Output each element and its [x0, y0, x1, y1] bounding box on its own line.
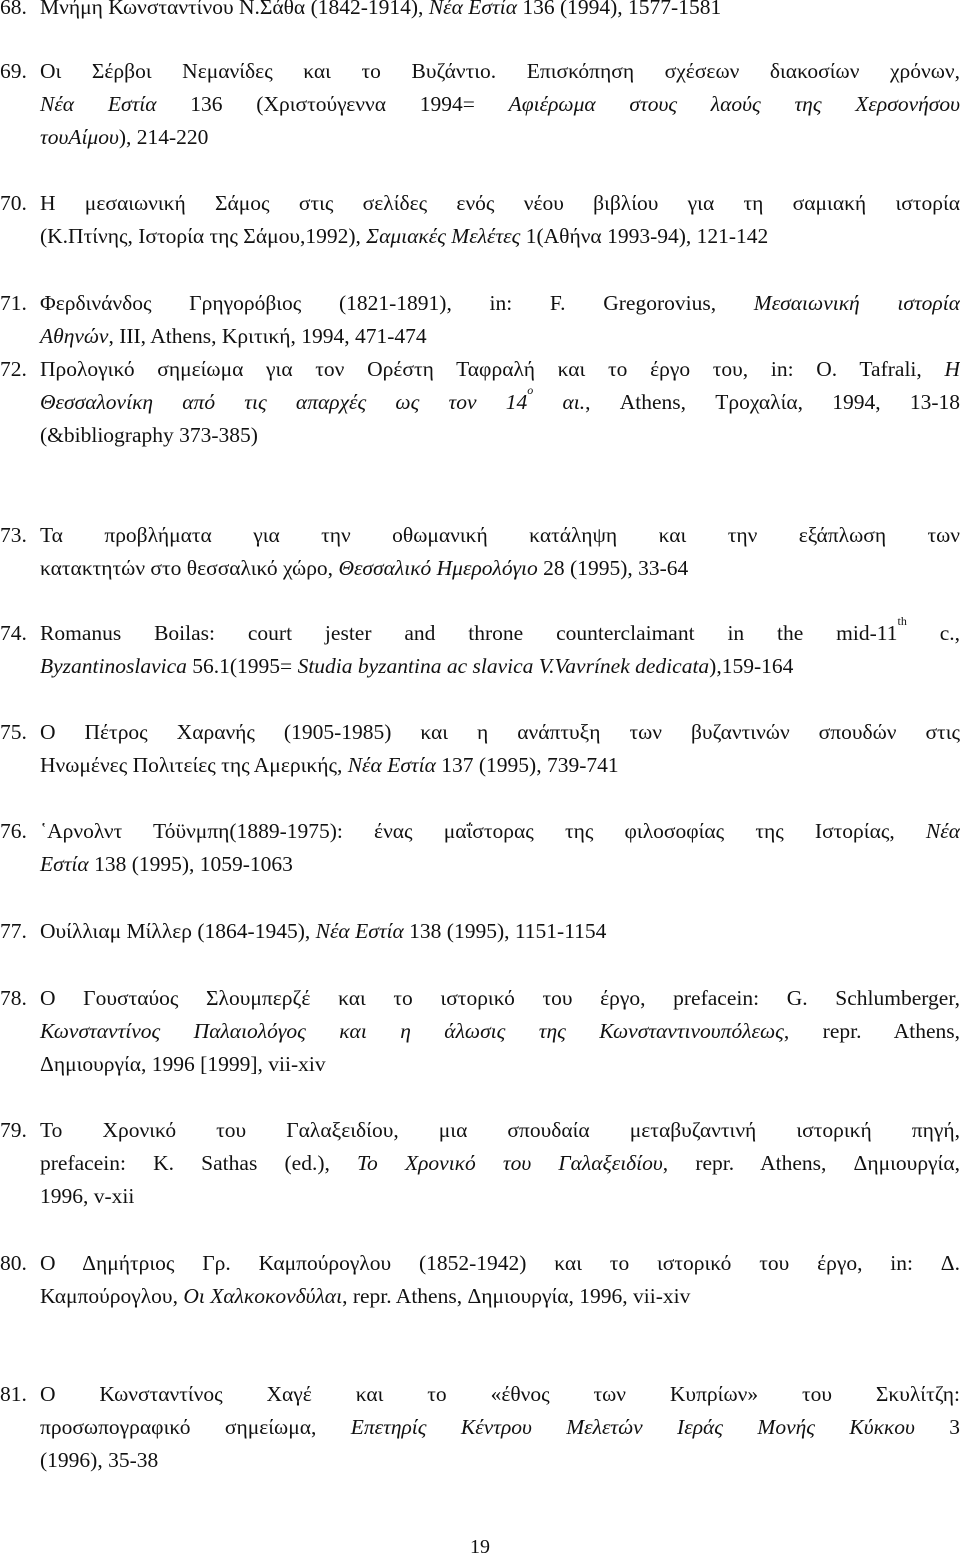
entry-line: [0, 1015, 960, 1048]
text-segment: Ουίλλιαμ Μίλλερ (1864-1945),: [40, 919, 316, 943]
italic-text: ο: [527, 382, 534, 397]
italic-text: Η: [944, 357, 960, 381]
text-segment: (1996), 35-38: [40, 1448, 159, 1472]
entry-line: [0, 419, 960, 452]
entry-line: [0, 1378, 960, 1411]
text-segment: , Athens, Τροχαλία, 1994, 13-18: [585, 390, 960, 414]
entry-line: [0, 1411, 960, 1444]
entry-text: [40, 353, 960, 386]
entry-text: [40, 187, 960, 220]
entry-text: [40, 0, 960, 24]
text-segment: c.,: [906, 621, 960, 645]
entry-text: [40, 1378, 960, 1411]
text-segment: ), 214-220: [118, 125, 209, 149]
entry-number: 71.: [0, 291, 27, 315]
text-segment: 3: [914, 1415, 960, 1439]
text-segment: (Κ.Πτίνης, Ιστορία της Σάμου,1992),: [40, 224, 367, 248]
entry-line: [0, 320, 960, 353]
italic-text: Νέα Εστία: [40, 92, 157, 116]
text-segment: , repr. Athens, Δημιουργία,: [662, 1151, 960, 1175]
text-segment: προσωπογραφικό σημείωμα,: [40, 1415, 351, 1439]
entry-number: 73.: [0, 523, 27, 547]
text-segment: , repr. Athens,: [783, 1019, 960, 1043]
entry-number: 81.: [0, 1382, 27, 1406]
italic-text: Νέα Εστία: [428, 0, 517, 19]
text-segment: prefacein: K. Sathas (ed.),: [40, 1151, 358, 1175]
entry-number: 76.: [0, 819, 27, 843]
entry-line: [0, 55, 960, 88]
text-segment: 136 (Χριστούγεννα 1994=: [156, 92, 509, 116]
italic-text: Το Χρονικό του Γαλαξειδίου: [357, 1151, 663, 1175]
entry-line: [0, 613, 960, 650]
text-segment: Ο Δημήτριος Γρ. Καμπούρογλου (1852-1942) και το ιστορικό του έργο, in: Δ.: [40, 1251, 960, 1275]
entry-text: [40, 982, 960, 1015]
entry-line: [0, 1180, 960, 1213]
text-segment: Ο Πέτρος Χαρανής (1905-1985) και η ανάπτυξη των βυζαντινών σπουδών στις: [40, 720, 960, 744]
italic-text: τουΑίμου: [40, 125, 119, 149]
entry-text: [40, 815, 960, 848]
italic-text: Σαμιακές Μελέτες: [366, 224, 521, 248]
italic-text: Νέα: [925, 819, 960, 843]
italic-text: Studia byzantina ac slavica V.Vavrínek dedicata: [297, 654, 710, 678]
text-segment: 1(Αθήνα 1993-94), 121-142: [520, 224, 769, 248]
text-segment: Ο Κωνσταντίνος Χαγέ και το «έθνος των Κυπρίων» του Σκυλίτζη:: [40, 1382, 960, 1406]
text-segment: (&bibliography 373-385): [40, 423, 258, 447]
entry-number: 69.: [0, 59, 27, 83]
text-segment: Φερδινάνδος Γρηγορόβιος (1821-1891), in: F. Gregorovius,: [40, 291, 754, 315]
entry-line: [0, 1147, 960, 1180]
text-segment: , repr. Athens, Δημιουργία, 1996, vii-xiv: [342, 1284, 691, 1308]
text-segment: ῾Αρνολντ Τόϋνμπη(1889-1975): ένας μαΐστορας της φιλοσοφίας της Ιστορίας,: [40, 819, 926, 843]
text-segment: 56.1(1995=: [186, 654, 298, 678]
entry-line: [0, 1280, 960, 1313]
text-segment: 1996, v-xii: [40, 1184, 135, 1208]
text-segment: Προλογικό σημείωμα για τον Ορέστη Ταφραλή και το έργο του, in: O. Tafrali,: [40, 357, 945, 381]
entry-line: [0, 121, 960, 154]
entry-line: [0, 88, 960, 121]
italic-text: Αφιέρωμα στους λαούς της Χερσονήσου: [508, 92, 960, 116]
text-segment: 138 (1995), 1059-1063: [88, 852, 293, 876]
entry-line: [0, 815, 960, 848]
entry-line: [0, 650, 960, 683]
entry-number: 78.: [0, 986, 27, 1010]
entry-number: 75.: [0, 720, 27, 744]
entry-number: 79.: [0, 1118, 27, 1142]
entry-line: [0, 749, 960, 782]
entry-number: 77.: [0, 919, 27, 943]
italic-text: Θεσσαλικό Ημερολόγιο: [338, 556, 538, 580]
entry-line: [0, 1048, 960, 1081]
entry-line: [0, 220, 960, 253]
entry-line: [0, 287, 960, 320]
italic-text: Αθηνών: [40, 324, 109, 348]
italic-text: Επετηρίς Κέντρου Μελετών Ιεράς Μονής Κύκκου: [350, 1415, 915, 1439]
entry-line: [0, 353, 960, 386]
text-segment: 137 (1995), 739-741: [435, 753, 619, 777]
entry-number: 68.: [0, 0, 27, 19]
text-segment: , III, Athens, Κριτική, 1994, 471-474: [108, 324, 427, 348]
entry-number: 72.: [0, 357, 27, 381]
italic-text: αι.: [533, 390, 586, 414]
entry-line: [0, 552, 960, 585]
entry-line: [0, 1247, 960, 1280]
italic-text: Οι Χαλκοκονδύλαι: [183, 1284, 343, 1308]
text-segment: Δημιουργία, 1996 [1999], vii-xiv: [40, 1052, 326, 1076]
entry-text: [40, 613, 960, 650]
entry-text: [40, 55, 960, 88]
entry-text: [40, 287, 960, 320]
italic-text: Νέα Εστία: [347, 753, 436, 777]
italic-text: Byzantinoslavica: [40, 654, 187, 678]
entry-line: [0, 187, 960, 220]
entry-text: [40, 1114, 960, 1147]
entry-line: [0, 1114, 960, 1147]
text-segment: κατακτητών στο θεσσαλικό χώρο,: [40, 556, 339, 580]
text-segment: Ο Γουσταύος Σλουμπερζέ και το ιστορικό του έργο, prefacein: G. Schlumberger,: [40, 986, 960, 1010]
entry-text: [40, 1247, 960, 1280]
text-segment: Το Χρονικό του Γαλαξειδίου, μια σπουδαία μεταβυζαντινή ιστορική πηγή,: [40, 1118, 960, 1142]
text-segment: 28 (1995), 33-64: [537, 556, 689, 580]
text-segment: th: [897, 613, 907, 628]
italic-text: Κωνσταντίνος Παλαιολόγος και η άλωσις της Κωνσταντινουπόλεως: [40, 1019, 784, 1043]
entry-line: [0, 519, 960, 552]
entry-line: [0, 915, 960, 948]
italic-text: Μεσαιωνική ιστορία: [753, 291, 960, 315]
italic-text: Θεσσαλονίκη από τις απαρχές ως τον 14: [40, 390, 528, 414]
entry-line: [0, 382, 960, 419]
entry-number: 70.: [0, 191, 27, 215]
entry-line: [0, 0, 960, 24]
text-segment: Οι Σέρβοι Νεμανίδες και το Βυζάντιο. Επισκόπηση σχέσεων διακοσίων χρόνων,: [40, 59, 960, 83]
text-segment: Καμπούρογλου,: [40, 1284, 184, 1308]
text-segment: Τα προβλήματα για την οθωμανική κατάληψη και την εξάπλωση των: [40, 523, 960, 547]
text-segment: Μνήμη Κωνσταντίνου Ν.Σάθα (1842-1914),: [40, 0, 429, 19]
entry-text: [40, 915, 960, 948]
entry-number: 80.: [0, 1251, 27, 1275]
text-segment: Ηνωμένες Πολιτείες της Αμερικής,: [40, 753, 348, 777]
text-segment: 136 (1994), 1577-1581: [516, 0, 722, 19]
text-segment: Η μεσαιωνική Σάμος στις σελίδες ενός νέου βιβλίου για τη σαμιακή ιστορία: [40, 191, 960, 215]
entry-text: [40, 716, 960, 749]
text-segment: ),159-164: [709, 654, 794, 678]
entry-line: [0, 716, 960, 749]
entry-line: [0, 1444, 960, 1477]
entry-number: 74.: [0, 621, 27, 645]
italic-text: Νέα Εστία: [315, 919, 404, 943]
text-segment: 138 (1995), 1151-1154: [403, 919, 607, 943]
text-segment: Romanus Boilas: court jester and throne counterclaimant in the mid-11: [40, 621, 898, 645]
entry-line: [0, 848, 960, 881]
entry-line: [0, 982, 960, 1015]
entry-text: [40, 519, 960, 552]
page-number: 19: [470, 1536, 490, 1558]
italic-text: Εστία: [40, 852, 89, 876]
